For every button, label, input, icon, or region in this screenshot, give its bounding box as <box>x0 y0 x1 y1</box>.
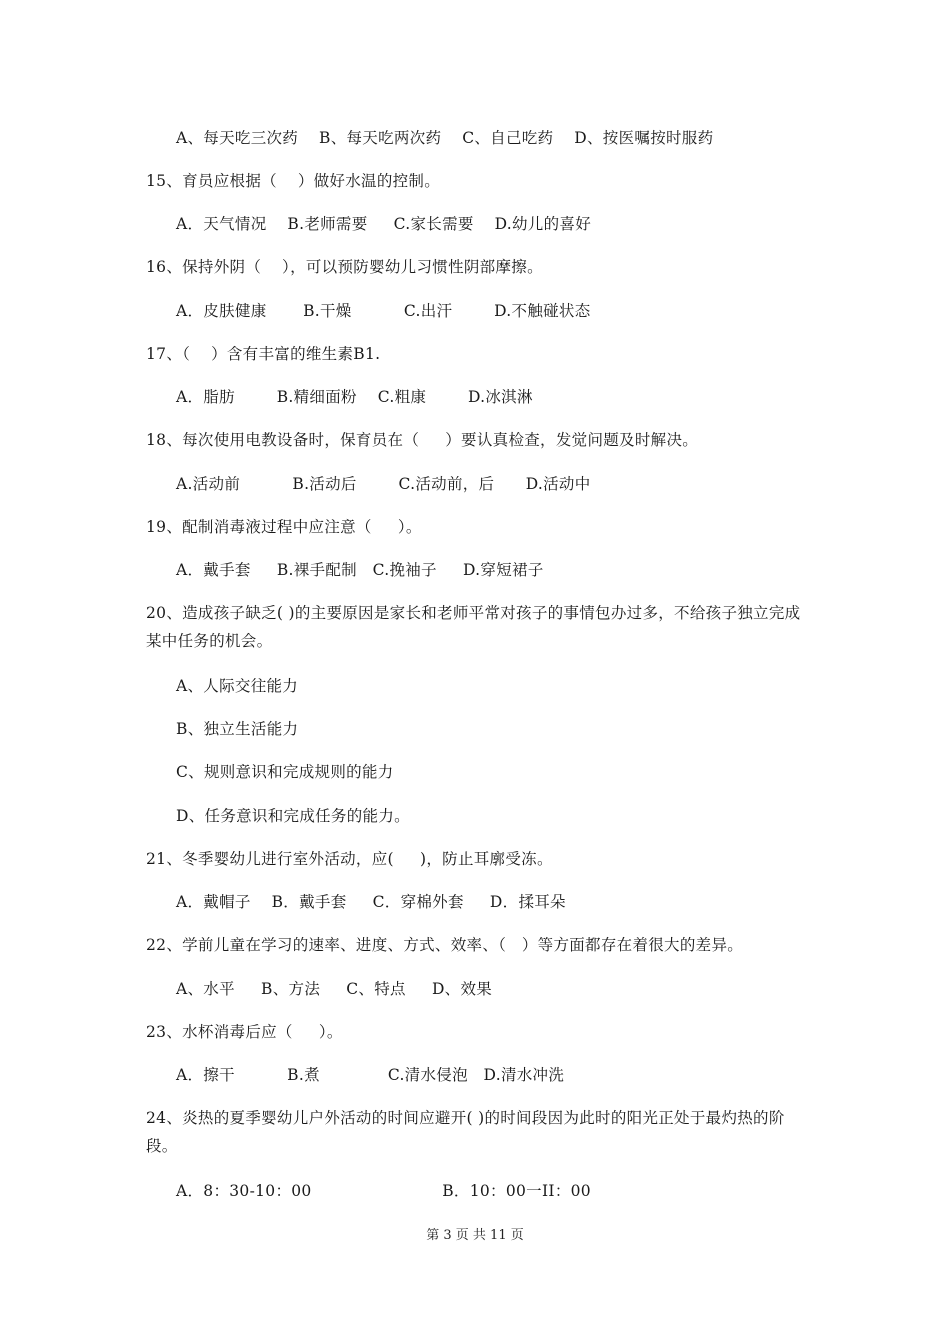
q14-options: A、每天吃三次药 B、每天吃两次药 C、自己吃药 D、按医嘱按时服药 <box>176 129 714 147</box>
question-18: 18、每次使用电教设备时，保育员在（ ）要认真检查，发觉问题及时解决。 <box>146 431 699 449</box>
q16-options: A．皮肤健康 B.干燥 C.出汗 D.不触碰状态 <box>176 302 591 320</box>
q15-options: A．天气情况 B.老师需要 C.家长需要 D.幼儿的喜好 <box>176 215 591 233</box>
q20-option-d: D、任务意识和完成任务的能力。 <box>176 807 410 825</box>
q22-options: A、水平 B、方法 C、特点 D、效果 <box>176 980 493 998</box>
question-21: 21、冬季婴幼儿进行室外活动，应( )，防止耳廓受冻。 <box>146 850 553 868</box>
q24-options: A．8：30-10：00 B．10：00一II：00 <box>176 1182 591 1200</box>
question-17: 17、（ ）含有丰富的维生素B1. <box>146 345 381 363</box>
q20-option-a: A、人际交往能力 <box>176 677 299 695</box>
q20-option-b: B、独立生活能力 <box>176 720 299 738</box>
question-23: 23、水杯消毒后应（ ）。 <box>146 1023 343 1041</box>
question-22: 22、学前儿童在学习的速率、进度、方式、效率、（ ）等方面都存在着很大的差异。 <box>146 936 744 954</box>
question-15: 15、育员应根据（ ）做好水温的控制。 <box>146 172 441 190</box>
q17-options: A．脂肪 B.精细面粉 C.粗康 D.冰淇淋 <box>176 388 533 406</box>
q23-options: A．擦干 B.煮 C.清水侵泡 D.清水冲洗 <box>176 1066 565 1084</box>
q21-options: A．戴帽子 B．戴手套 C．穿棉外套 D．揉耳朵 <box>176 893 566 911</box>
page-footer: 第 3 页 共 11 页 <box>426 1228 524 1243</box>
q18-options: A.活动前 B.活动后 C.活动前，后 D.活动中 <box>176 475 591 493</box>
question-24: 24、炎热的夏季婴幼儿户外活动的时间应避开( )的时间段因为此时的阳光正处于最灼热的阶段。 <box>146 1109 785 1155</box>
question-19: 19、配制消毒液过程中应注意（ ）。 <box>146 518 422 536</box>
q19-options: A．戴手套 B.裸手配制 C.挽袖子 D.穿短裙子 <box>176 561 544 579</box>
q20-option-c: C、规则意识和完成规则的能力 <box>176 763 394 781</box>
question-16: 16、保持外阴（ ），可以预防婴幼儿习惯性阴部摩擦。 <box>146 258 543 276</box>
question-20: 20、造成孩子缺乏( )的主要原因是家长和老师平常对孩子的事情包办过多，不给孩子独立完成某中任务的机会。 <box>146 604 801 650</box>
